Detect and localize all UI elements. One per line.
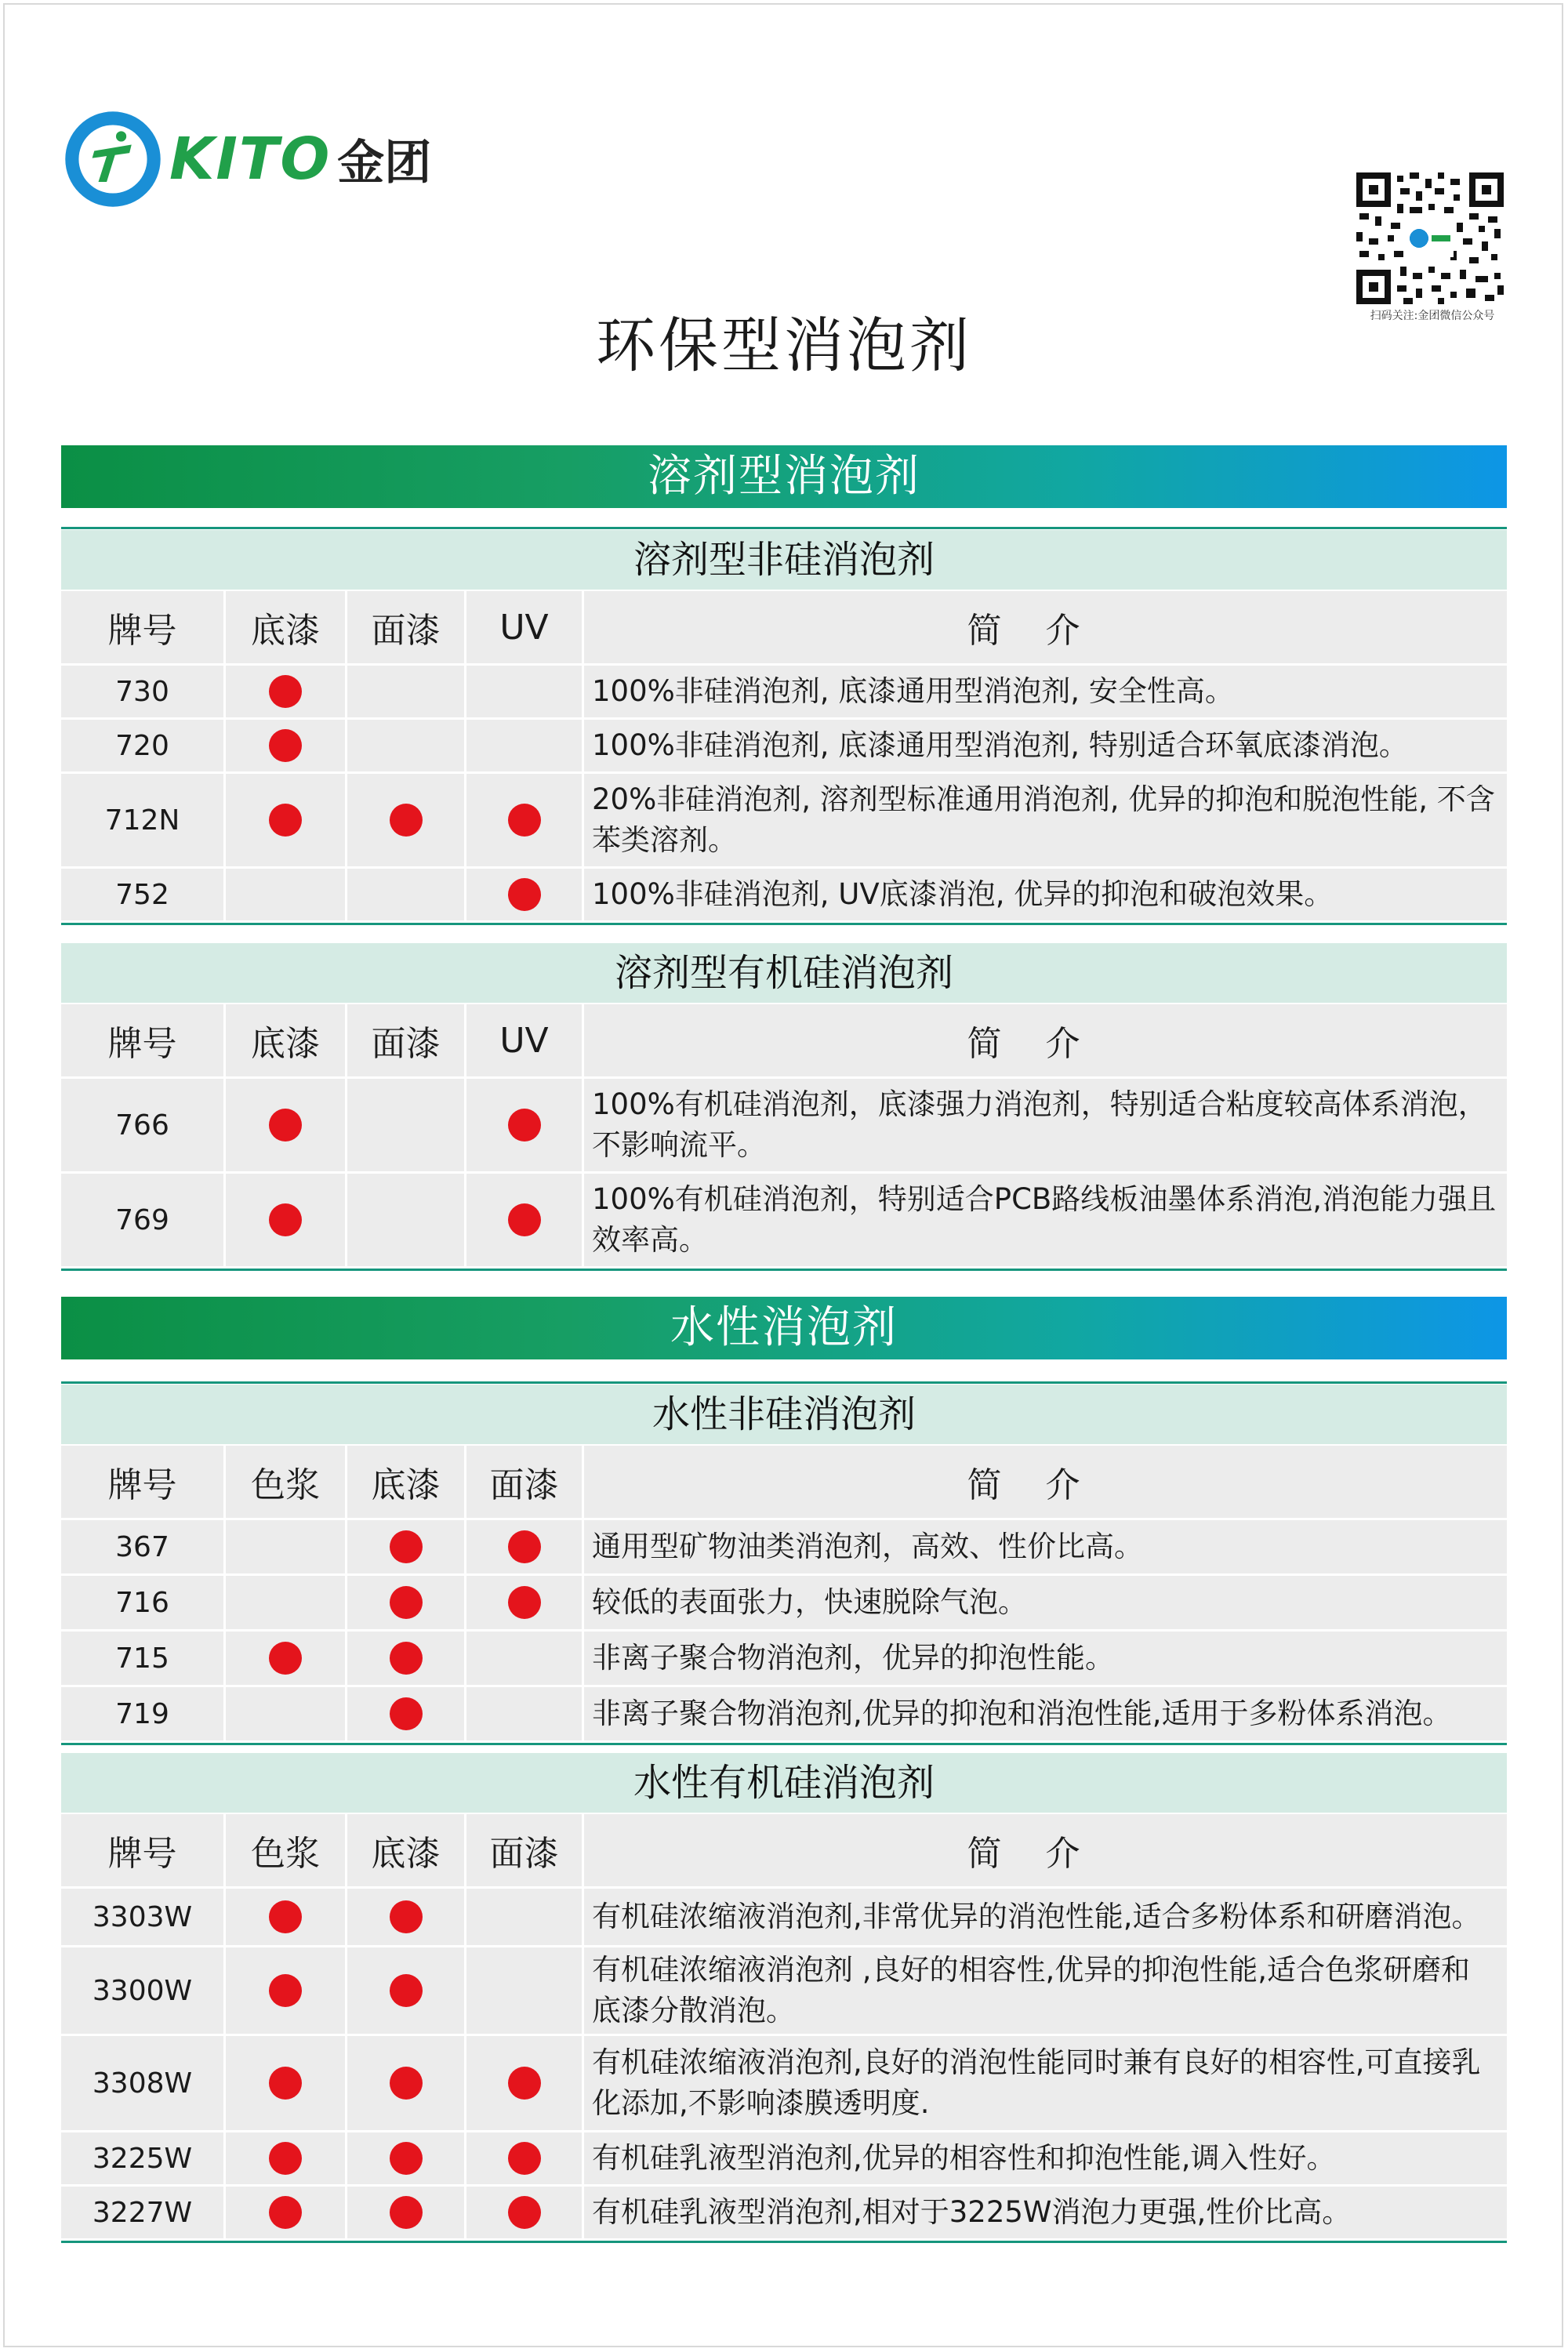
table-subtitle: 水性有机硅消泡剂	[61, 1753, 1507, 1814]
applicable-dot-icon	[390, 1697, 423, 1730]
table-header-row	[61, 1446, 1507, 1520]
applicability-cell	[347, 2036, 466, 2130]
applicability-cell	[466, 869, 584, 920]
applicability-cell	[347, 1079, 466, 1171]
table-row	[61, 1520, 1507, 1576]
applicable-dot-icon	[390, 1642, 423, 1675]
table-row	[61, 774, 1507, 869]
applicability-cell	[226, 1079, 347, 1171]
applicability-cell	[347, 666, 466, 717]
product-description: 有机硅浓缩液消泡剂,良好的消泡性能同时兼有良好的相容性,可直接乳化添加,不影响漆膜透明度.	[584, 2036, 1507, 2130]
table-row	[61, 1576, 1507, 1632]
table-row	[61, 720, 1507, 774]
column-header: 简介	[584, 1446, 1507, 1518]
applicability-cell	[347, 2132, 466, 2184]
product-code: 766	[61, 1079, 226, 1171]
column-header: UV	[466, 591, 584, 663]
applicability-cell	[347, 1174, 466, 1266]
applicable-dot-icon	[269, 1974, 302, 2007]
applicability-cell	[226, 2187, 347, 2238]
applicability-cell	[226, 1687, 347, 1740]
product-code: 3308W	[61, 2036, 226, 2130]
table-subtitle: 水性非硅消泡剂	[61, 1385, 1507, 1446]
section-rule	[61, 527, 1507, 529]
applicable-dot-icon	[508, 1530, 541, 1563]
table-bottom-rule	[61, 923, 1507, 925]
product-code: 367	[61, 1520, 226, 1573]
applicable-dot-icon	[508, 1203, 541, 1236]
applicable-dot-icon	[269, 1642, 302, 1675]
applicability-cell	[226, 1632, 347, 1685]
table-header-row	[61, 1004, 1507, 1079]
column-header: 简介	[584, 591, 1507, 663]
applicability-cell	[466, 1079, 584, 1171]
applicable-dot-icon	[269, 2196, 302, 2229]
applicability-cell	[226, 774, 347, 866]
applicability-cell	[466, 1947, 584, 2034]
product-code: 715	[61, 1632, 226, 1685]
product-description: 100%非硅消泡剂, UV底漆消泡, 优异的抑泡和破泡效果。	[584, 869, 1507, 920]
product-description: 100%非硅消泡剂, 底漆通用型消泡剂, 安全性高。	[584, 666, 1507, 717]
column-header: 底漆	[347, 1446, 466, 1518]
table-bottom-rule	[61, 1269, 1507, 1271]
applicable-dot-icon	[508, 878, 541, 911]
product-description: 100%非硅消泡剂, 底漆通用型消泡剂, 特别适合环氧底漆消泡。	[584, 720, 1507, 771]
applicability-cell	[226, 2036, 347, 2130]
applicability-cell	[347, 1632, 466, 1685]
product-code: 716	[61, 1576, 226, 1629]
product-description: 非离子聚合物消泡剂,优异的抑泡和消泡性能,适用于多粉体系消泡。	[584, 1687, 1507, 1740]
applicable-dot-icon	[390, 1530, 423, 1563]
applicability-cell	[226, 1889, 347, 1945]
applicable-dot-icon	[508, 2067, 541, 2100]
table-bottom-rule	[61, 2241, 1507, 2243]
table-row	[61, 1889, 1507, 1947]
table-bottom-rule	[61, 1743, 1507, 1745]
table-header-row	[61, 1814, 1507, 1889]
applicability-cell	[466, 2187, 584, 2238]
brand-logo	[61, 107, 431, 212]
column-header: 面漆	[347, 1004, 466, 1076]
column-header: 简介	[584, 1004, 1507, 1076]
applicable-dot-icon	[269, 675, 302, 708]
column-header: 面漆	[466, 1446, 584, 1518]
table-row	[61, 1174, 1507, 1269]
applicable-dot-icon	[269, 804, 302, 837]
column-header: 牌号	[61, 1004, 226, 1076]
brand-name-en: KITO	[169, 125, 332, 193]
applicable-dot-icon	[508, 2196, 541, 2229]
table-subtitle: 溶剂型非硅消泡剂	[61, 530, 1507, 591]
applicable-dot-icon	[390, 804, 423, 837]
table-row	[61, 1947, 1507, 2036]
applicability-cell	[466, 1520, 584, 1573]
column-header: 面漆	[347, 591, 466, 663]
product-code: 769	[61, 1174, 226, 1266]
product-code: 712N	[61, 774, 226, 866]
table-solvent-non-silicone	[61, 530, 1507, 925]
applicable-dot-icon	[269, 2142, 302, 2175]
table-row	[61, 1079, 1507, 1174]
applicability-cell	[347, 1576, 466, 1629]
section-bar-solvent: 溶剂型消泡剂	[61, 445, 1507, 508]
kito-logo-icon	[61, 107, 165, 211]
product-description: 有机硅浓缩液消泡剂 ,良好的相容性,优异的抑泡性能,适合色浆研磨和底漆分散消泡。	[584, 1947, 1507, 2034]
table-row	[61, 1687, 1507, 1743]
applicable-dot-icon	[269, 1900, 302, 1933]
product-code: 752	[61, 869, 226, 920]
applicability-cell	[466, 2132, 584, 2184]
column-header: 牌号	[61, 1446, 226, 1518]
applicability-cell	[347, 1520, 466, 1573]
product-description: 较低的表面张力，快速脱除气泡。	[584, 1576, 1507, 1629]
product-description: 非离子聚合物消泡剂，优异的抑泡性能。	[584, 1632, 1507, 1685]
table-row	[61, 869, 1507, 923]
product-code: 3227W	[61, 2187, 226, 2238]
section-bar-waterborne: 水性消泡剂	[61, 1297, 1507, 1359]
product-description: 有机硅浓缩液消泡剂,非常优异的消泡性能,适合多粉体系和研磨消泡。	[584, 1889, 1507, 1945]
product-code: 730	[61, 666, 226, 717]
applicability-cell	[226, 1174, 347, 1266]
applicable-dot-icon	[269, 729, 302, 762]
product-code: 720	[61, 720, 226, 771]
product-description: 通用型矿物油类消泡剂，高效、性价比高。	[584, 1520, 1507, 1573]
applicability-cell	[226, 1576, 347, 1629]
applicability-cell	[226, 666, 347, 717]
column-header: UV	[466, 1004, 584, 1076]
applicability-cell	[466, 1687, 584, 1740]
applicable-dot-icon	[390, 2067, 423, 2100]
column-header: 色浆	[226, 1814, 347, 1886]
product-code: 3225W	[61, 2132, 226, 2184]
table-row	[61, 2187, 1507, 2241]
applicability-cell	[466, 666, 584, 717]
applicability-cell	[226, 869, 347, 920]
product-description: 有机硅乳液型消泡剂,优异的相容性和抑泡性能,调入性好。	[584, 2132, 1507, 2184]
applicability-cell	[466, 1632, 584, 1685]
applicable-dot-icon	[390, 1900, 423, 1933]
applicable-dot-icon	[269, 1203, 302, 1236]
column-header: 底漆	[226, 591, 347, 663]
applicability-cell	[226, 1947, 347, 2034]
applicability-cell	[226, 2132, 347, 2184]
column-header: 面漆	[466, 1814, 584, 1886]
applicability-cell	[226, 720, 347, 771]
applicability-cell	[466, 2036, 584, 2130]
qr-caption: 扫码关注:金团微信公众号	[1370, 310, 1495, 322]
applicability-cell	[347, 1687, 466, 1740]
column-header: 色浆	[226, 1446, 347, 1518]
product-code: 3300W	[61, 1947, 226, 2034]
table-row	[61, 2036, 1507, 2132]
applicability-cell	[347, 2187, 466, 2238]
applicable-dot-icon	[390, 1586, 423, 1619]
applicability-cell	[347, 1947, 466, 2034]
section-rule	[61, 1381, 1507, 1384]
table-header-row	[61, 591, 1507, 666]
applicable-dot-icon	[390, 1974, 423, 2007]
product-description: 100%有机硅消泡剂，底漆强力消泡剂，特别适合粘度较高体系消泡，不影响流平。	[584, 1079, 1507, 1171]
page-title: 环保型消泡剂	[596, 310, 972, 380]
applicable-dot-icon	[269, 2067, 302, 2100]
table-subtitle: 溶剂型有机硅消泡剂	[61, 943, 1507, 1004]
applicable-dot-icon	[269, 1109, 302, 1142]
table-waterborne-silicone	[61, 1753, 1507, 2243]
column-header: 简介	[584, 1814, 1507, 1886]
product-description: 100%有机硅消泡剂，特别适合PCB路线板油墨体系消泡,消泡能力强且效率高。	[584, 1174, 1507, 1266]
applicability-cell	[226, 1520, 347, 1573]
table-waterborne-non-silicone	[61, 1385, 1507, 1745]
applicability-cell	[347, 869, 466, 920]
applicability-cell	[347, 720, 466, 771]
applicability-cell	[466, 1576, 584, 1629]
applicable-dot-icon	[508, 2142, 541, 2175]
applicability-cell	[347, 1889, 466, 1945]
table-row	[61, 2132, 1507, 2187]
brand-name-cn: 金团	[337, 136, 432, 191]
applicability-cell	[347, 774, 466, 866]
applicable-dot-icon	[508, 804, 541, 837]
applicability-cell	[466, 720, 584, 771]
column-header: 牌号	[61, 591, 226, 663]
applicability-cell	[466, 1889, 584, 1945]
applicable-dot-icon	[508, 1586, 541, 1619]
column-header: 牌号	[61, 1814, 226, 1886]
applicable-dot-icon	[390, 2196, 423, 2229]
applicability-cell	[466, 774, 584, 866]
table-solvent-silicone	[61, 943, 1507, 1271]
applicability-cell	[466, 1174, 584, 1266]
table-row	[61, 1632, 1507, 1687]
product-code: 719	[61, 1687, 226, 1740]
product-description: 有机硅乳液型消泡剂,相对于3225W消泡力更强,性价比高。	[584, 2187, 1507, 2238]
product-code: 3303W	[61, 1889, 226, 1945]
column-header: 底漆	[347, 1814, 466, 1886]
product-description: 20%非硅消泡剂, 溶剂型标准通用消泡剂, 优异的抑泡和脱泡性能, 不含苯类溶剂。	[584, 774, 1507, 866]
applicable-dot-icon	[390, 2142, 423, 2175]
applicable-dot-icon	[508, 1109, 541, 1142]
qr-code-icon	[1353, 169, 1507, 307]
table-row	[61, 666, 1507, 720]
column-header: 底漆	[226, 1004, 347, 1076]
